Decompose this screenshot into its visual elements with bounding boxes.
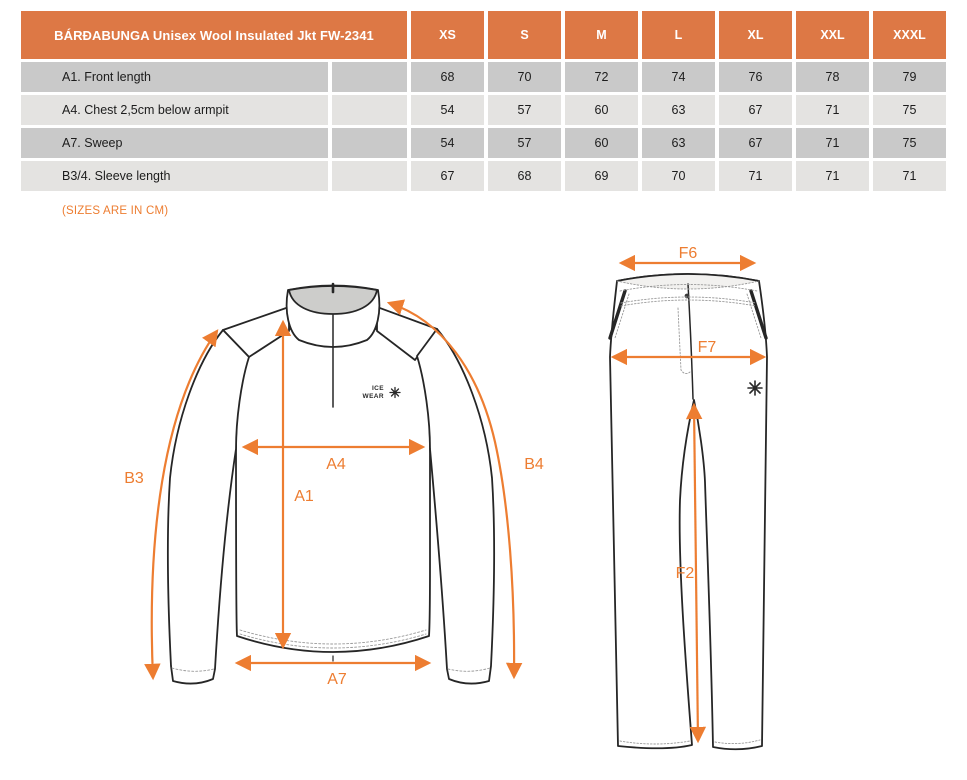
table-value: 63 bbox=[642, 95, 715, 125]
table-value: 70 bbox=[488, 62, 561, 92]
table-value: 72 bbox=[565, 62, 638, 92]
jacket-label-a1: A1 bbox=[294, 488, 314, 505]
table-value: 70 bbox=[642, 161, 715, 191]
jacket-drawing bbox=[168, 284, 494, 684]
table-value: 71 bbox=[796, 161, 869, 191]
table-value: 71 bbox=[719, 161, 792, 191]
table-value: 57 bbox=[488, 128, 561, 158]
size-header-xl: XL bbox=[719, 11, 792, 59]
pants-snowflake-icon bbox=[748, 381, 762, 395]
size-header-s: S bbox=[488, 11, 561, 59]
table-value: 54 bbox=[411, 128, 484, 158]
pants-label-f2: F2 bbox=[675, 565, 695, 582]
table-value: 71 bbox=[873, 161, 946, 191]
size-header-l: L bbox=[642, 11, 715, 59]
table-value: 71 bbox=[796, 128, 869, 158]
table-value: 57 bbox=[488, 95, 561, 125]
table-value: 67 bbox=[719, 95, 792, 125]
table-value: 74 bbox=[642, 62, 715, 92]
table-value: 78 bbox=[796, 62, 869, 92]
jacket-label-a4: A4 bbox=[326, 456, 346, 473]
size-header-xxl: XXL bbox=[796, 11, 869, 59]
row-label: A7. Sweep bbox=[21, 128, 328, 158]
table-value: 67 bbox=[719, 128, 792, 158]
row-label: A1. Front length bbox=[21, 62, 328, 92]
jacket-label-b4: B4 bbox=[524, 456, 544, 473]
table-value: 71 bbox=[796, 95, 869, 125]
table-value: 67 bbox=[411, 161, 484, 191]
table-value: 75 bbox=[873, 95, 946, 125]
pants-label-f6: F6 bbox=[678, 245, 698, 262]
jacket-label-b3: B3 bbox=[124, 470, 144, 487]
pants-drawing bbox=[610, 274, 767, 749]
table-value: 69 bbox=[565, 161, 638, 191]
table-value: 75 bbox=[873, 128, 946, 158]
table-value: 68 bbox=[411, 62, 484, 92]
row-label: B3/4. Sleeve length bbox=[21, 161, 328, 191]
pants-label-f7: F7 bbox=[697, 339, 717, 356]
table-value: 76 bbox=[719, 62, 792, 92]
table-value: 60 bbox=[565, 128, 638, 158]
jacket-label-a7: A7 bbox=[327, 671, 347, 688]
table-value: 63 bbox=[642, 128, 715, 158]
table-value: 68 bbox=[488, 161, 561, 191]
pants-outline bbox=[610, 274, 767, 749]
size-header-xxxl: XXXL bbox=[873, 11, 946, 59]
arrow-f2 bbox=[694, 405, 698, 741]
pants-button bbox=[685, 294, 690, 299]
table-value: 79 bbox=[873, 62, 946, 92]
icewear-logo-line2: WEAR bbox=[362, 393, 384, 400]
size-header-xs: XS bbox=[411, 11, 484, 59]
table-title: BÁRÐABUNGA Unisex Wool Insulated Jkt FW-2341 bbox=[21, 11, 407, 59]
sizes-in-cm-note: (SIZES ARE IN CM) bbox=[62, 205, 169, 217]
icewear-logo-line1: ICE bbox=[371, 385, 384, 392]
table-value: 60 bbox=[565, 95, 638, 125]
table-value: 54 bbox=[411, 95, 484, 125]
jacket-snowflake-icon bbox=[390, 388, 400, 398]
row-label: A4. Chest 2,5cm below armpit bbox=[21, 95, 328, 125]
size-header-m: M bbox=[565, 11, 638, 59]
